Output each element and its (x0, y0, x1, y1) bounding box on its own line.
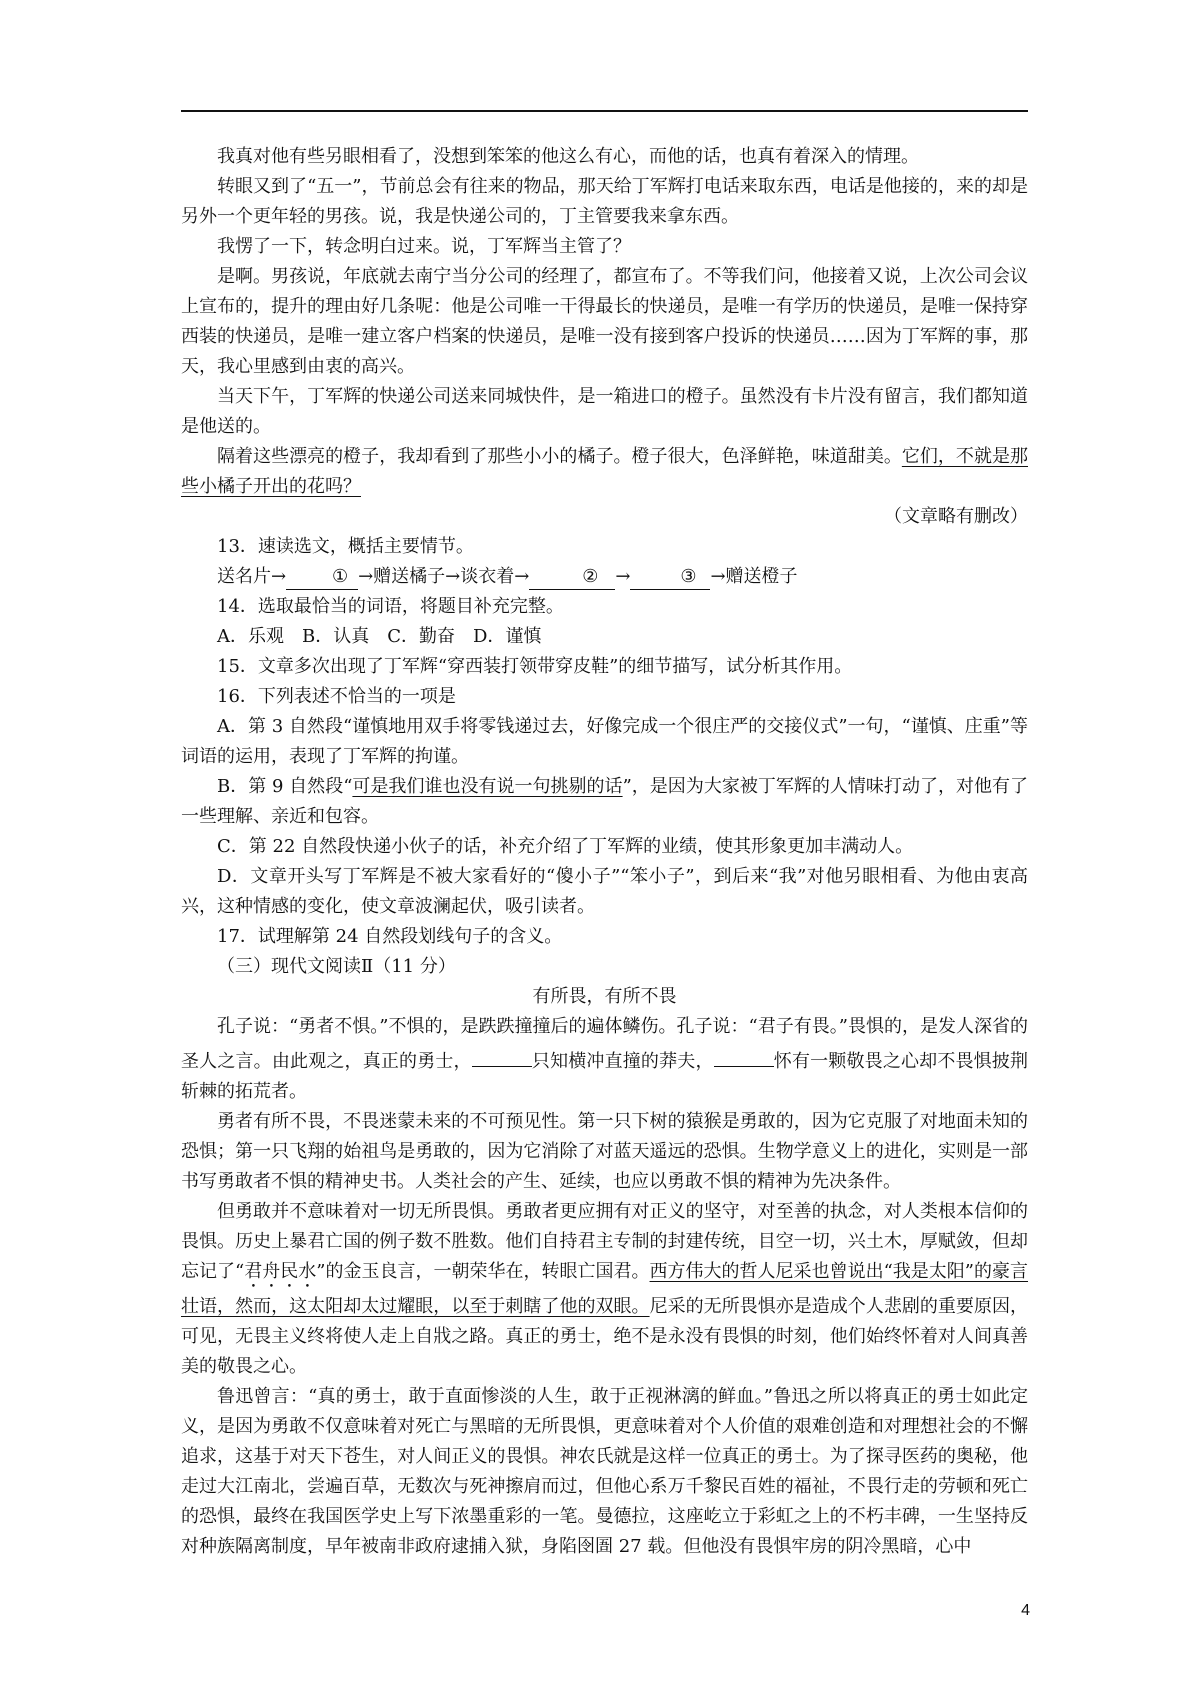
story-paragraph: 我真对他有些另眼相看了，没想到笨笨的他这么有心，而他的话，也真有着深入的情理。 (217, 146, 919, 167)
header-rule (181, 110, 1028, 112)
story-paragraph: 是啊。男孩说，年底就去南宁当分公司的经理了，都宣布了。不等我们问，他接着又说，上次公司会议上宣布的，提升的理由好几条呢：他是公司唯一干得最长的快递员，是唯一有学历的快递员，是唯一保持穿西装的快递员，是唯一建立客户档案的快递员，是唯一没有接到客户投诉的快递员……因为丁军辉的事，那天，我心里感到由衷的高兴。 (181, 266, 1028, 377)
question-14-stem: 14．选取最恰当的词语，将题目补充完整。 (217, 596, 564, 617)
page-content (181, 142, 1028, 1562)
essay-paragraph-3 (181, 1197, 1028, 1382)
essay-title: 有所畏，有所不畏 (532, 986, 677, 1007)
option-b-underlined: 可是我们谁也没有说一句挑剔的话 (352, 776, 623, 797)
flow-arrow: → (615, 566, 631, 587)
question-15-stem: 15．文章多次出现了丁军辉“穿西装打领带穿皮鞋”的细节描写，试分析其作用。 (217, 656, 853, 677)
story-paragraph: 转眼又到了“五一”，节前总会有往来的物品，那天给丁军辉打电话来取东西，电话是他接的，来的却是另外一个更年轻的男孩。说，我是快递公司的，丁主管要我来拿东西。 (181, 176, 1028, 227)
question-16-option-c: C．第 22 自然段快递小伙子的话，补充介绍了丁军辉的业绩，使其形象更加丰满动人。 (217, 836, 914, 857)
emphasized-phrase: 君舟民水 (244, 1261, 317, 1282)
underlined-sentence: 它们，不就是那些小橘子开出的花吗？ (181, 446, 1028, 497)
essay-text: 只知横冲直撞的莽夫， (531, 1051, 714, 1072)
flow-step: 送名片→ (217, 566, 287, 587)
question-17-stem: 17．试理解第 24 自然段划线句子的含义。 (217, 926, 563, 947)
question-16-stem: 16．下列表述不恰当的一项是 (217, 686, 456, 707)
essay-paragraph-2: 勇者有所不畏，不畏迷蒙未来的不可预见性。第一只下树的猿猴是勇敢的，因为它克服了对地面未知的恐惧；第一只飞翔的始祖鸟是勇敢的，因为它消除了对蓝天遥远的恐惧。生物学意义上的进化，实则是一部书写勇敢者不惧的精神史书。人类社会的产生、延续，也应以勇敢不惧的精神为先决条件。 (181, 1111, 1028, 1192)
question-14-options: A．乐观 B．认真 C．勤奋 D．谨慎 (217, 626, 542, 647)
essay-text: 孔子说：“勇者不惧。”不惧的，是跌跌撞撞后的遍体鳞伤。孔子说：“君子有畏。”畏惧的，是发人深省的圣人之言。由此观之，真正的勇士， (181, 1016, 1028, 1072)
question-13-flow (181, 562, 1028, 592)
option-b-text: B．第 9 自然段“ (217, 776, 353, 797)
question-16-option-a: A．第 3 自然段“谨慎地用双手将零钱递过去，好像完成一个很庄严的交接仪式”一句，“谨慎、庄重”等词语的运用，表现了丁军辉的拘谨。 (181, 716, 1028, 767)
option-b-text: ”，是因为大家被丁军辉的人情味打动了，对他有了一些理解、亲近和包容。 (181, 776, 1029, 827)
essay-text: 尼采的无所畏惧亦是造成个人悲剧的重要原因，可见，无畏主义终将使人走上自戕之路。真正的勇士，绝不是永没有畏惧的时刻，他们始终怀着对人间真善美的敬畏之心。 (181, 1296, 1028, 1377)
essay-text: 但勇敢并不意味着对一切无所畏惧。勇敢者更应拥有对正义的坚守，对至善的执念，对人类根本信仰的畏惧。历史上暴君亡国的例子数不胜数。他们自持君主专制的封建传统，目空一切，兴土木，厚赋敛，但却忘记了“ (181, 1201, 1028, 1282)
answer-blank-1[interactable]: ① (286, 565, 358, 590)
page-number: 4 (1021, 1602, 1030, 1619)
story-paragraph: 我愣了一下，转念明白过来。说，丁军辉当主管了？ (217, 236, 631, 257)
source-note: （文章略有删改） (884, 506, 1028, 527)
essay-paragraph-4: 鲁迅曾言：“真的勇士，敢于直面惨淡的人生，敢于正视淋漓的鲜血。”鲁迅之所以将真正的勇士如此定义，是因为勇敢不仅意味着对死亡与黑暗的无所畏惧，更意味着对个人价值的艰难创造和对理想社会的不懈追求，这基于对天下苍生，对人间正义的畏惧。神农氏就是这样一位真正的勇士。为了探寻医药的奥秘，他走过大江南北，尝遍百草，无数次与死神擦肩而过，但他心系万千黎民百姓的福祉，不畏行走的劳顿和死亡的恐惧，最终在我国医学史上写下浓墨重彩的一笔。曼德拉，这座屹立于彩虹之上的不朽丰碑，一生坚持反对种族隔离制度，早年被南非政府逮捕入狱，身陷囹圄 27 载。但他没有畏惧牢房的阴冷黑暗，心中 (181, 1386, 1028, 1557)
question-16-option-b (181, 772, 1028, 832)
flow-step: →赠送橘子→谈衣着→ (358, 566, 530, 587)
essay-paragraph-1 (181, 1012, 1028, 1107)
answer-blank-2[interactable]: ② (529, 565, 615, 590)
story-last-paragraph (181, 442, 1028, 502)
section-heading: （三）现代文阅读Ⅱ（11 分） (217, 956, 456, 977)
essay-text: ”的金玉良言，一朝荣华在，转眼亡国君。 (316, 1261, 650, 1282)
question-13-stem: 13．速读选文，概括主要情节。 (217, 536, 474, 557)
essay-text: 怀有一颗敬畏之心却不畏惧披荆斩棘的拓荒者。 (181, 1051, 1029, 1102)
story-last-text: 隔着这些漂亮的橙子，我却看到了那些小小的橘子。橙子很大，色泽鲜艳，味道甜美。 (217, 446, 902, 467)
story-paragraph: 当天下午，丁军辉的快递公司送来同城快件，是一箱进口的橙子。虽然没有卡片没有留言，我们都知道是他送的。 (181, 386, 1028, 437)
flow-step: →赠送橙子 (710, 566, 798, 587)
fill-blank-2[interactable] (714, 1042, 774, 1067)
fill-blank-1[interactable] (472, 1042, 532, 1067)
underlined-sentence: 西方伟大的哲人尼采也曾说出“我是太阳”的豪言壮语，然而，这太阳却太过耀眼，以至于刺瞎了他的双眼。 (181, 1261, 1029, 1317)
answer-blank-3[interactable]: ③ (630, 565, 710, 590)
question-16-option-d: D．文章开头写丁军辉是不被大家看好的“傻小子”“笨小子”，到后来“我”对他另眼相看、为他由衷高兴，这种情感的变化，使文章波澜起伏，吸引读者。 (181, 866, 1028, 917)
